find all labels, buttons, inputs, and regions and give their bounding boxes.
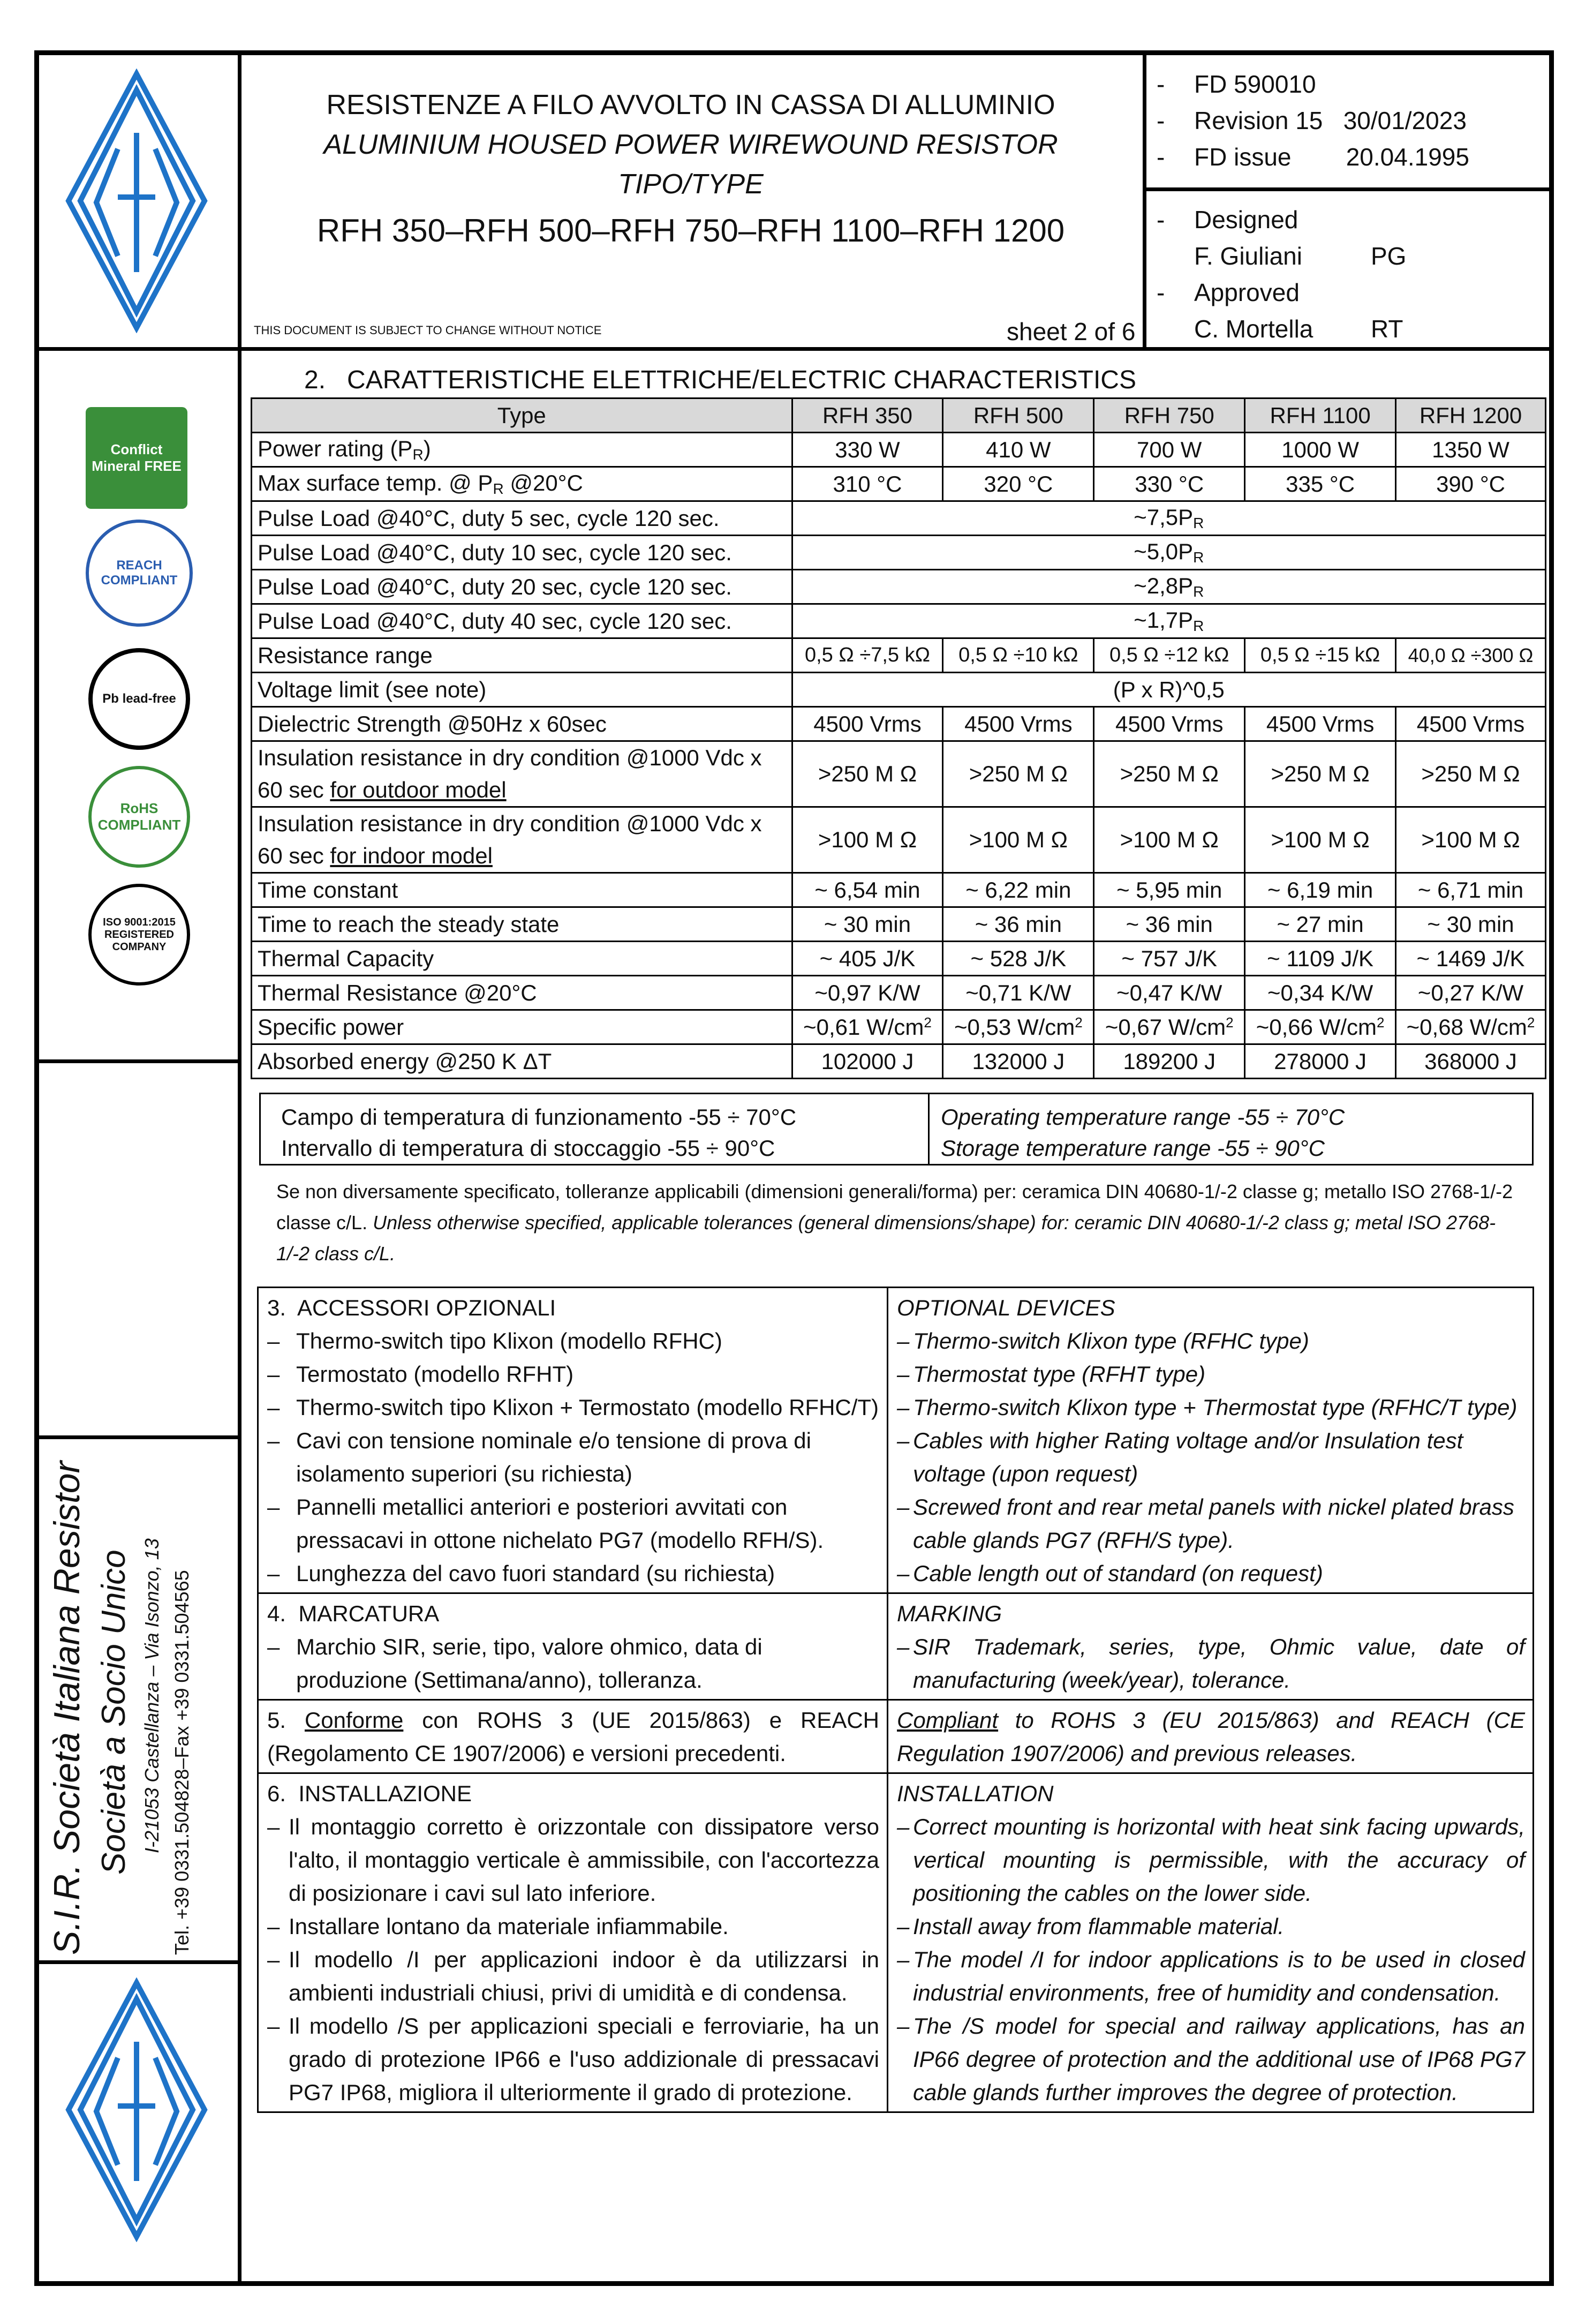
table-cell: >250 M Ω (1396, 741, 1546, 807)
row-label: Thermal Resistance @20°C (252, 976, 792, 1010)
table-row (252, 1044, 1546, 1079)
header-right-divider (1143, 50, 1146, 349)
table-cell: 102000 J (792, 1044, 943, 1079)
table-cell-merged: $\sim 1,7P_R$ (792, 604, 1545, 638)
table-cell: >250 M Ω (943, 741, 1094, 807)
row-label: Max surface temp. @ $P_R$ @20°C (252, 467, 792, 501)
marking-en-cell (888, 1593, 1534, 1700)
table-cell: ~ 36 min (1094, 907, 1245, 942)
table-cell: 330 W (792, 433, 943, 467)
table-cell: 0,5 Ω ÷10 kΩ (943, 638, 1094, 673)
table-cell: ~0,97 K/W (792, 976, 943, 1010)
row-label: Voltage limit (see note) (252, 673, 792, 707)
table-cell: ~ 528 J/K (943, 942, 1094, 976)
table-cell: ~0,61 $W/cm^2$ (792, 1010, 943, 1044)
table-row (258, 1593, 1534, 1700)
table-cell: ~0,66 $W/cm^2$ (1245, 1010, 1396, 1044)
column-header: Type (252, 398, 792, 433)
approved-initials: RT (1371, 315, 1403, 343)
row-label: Pulse Load @40°C, duty 10 sec, cycle 120 sec. (252, 536, 792, 570)
table-cell: ~ 1469 J/K (1396, 942, 1546, 976)
column-header: RFH 1100 (1245, 398, 1396, 433)
table-cell: 410 W (943, 433, 1094, 467)
table-cell: 320 °C (943, 467, 1094, 501)
compliant-en-cell: Compliant to ROHS 3 (EU 2015/863) and REACH (CE Regulation 1907/2006) and previous releases. (888, 1700, 1534, 1773)
table-cell: ~0,68 $W/cm^2$ (1396, 1010, 1546, 1044)
doc-info-row (1157, 106, 1469, 142)
table-cell: ~0,71 K/W (943, 976, 1094, 1010)
table-cell: ~ 1109 J/K (1245, 942, 1396, 976)
table-cell: 132000 J (943, 1044, 1094, 1079)
header-right-split (1143, 187, 1554, 191)
list-item: – Screwed front and rear metal panels with nickel plated brass cable glands PG7 (RFH/S type). (897, 1494, 1514, 1553)
company-phone: Tel. +39 0331.504828–Fax +39 0331.504565 (171, 1570, 193, 1955)
designed-label: Designed (1194, 206, 1298, 234)
table-cell: ~ 5,95 min (1094, 873, 1245, 907)
row-label: Resistance range (252, 638, 792, 673)
approved-label: Approved (1194, 279, 1300, 306)
list-item: – Thermo-switch Klixon type + Thermostat type (RFHC/T type) (897, 1395, 1517, 1420)
table-cell: 4500 Vrms (792, 707, 943, 741)
list-item: – Thermostat type (RFHT type) (897, 1362, 1206, 1387)
list-item: – Pannelli metallici anteriori e posteriori avvitati con pressacavi in ottone nichelato PG7 (modello RFH/S). (267, 1494, 824, 1553)
table-row (258, 1288, 1534, 1593)
operating-temp-en: Operating temperature range -55 ÷ 70°C (941, 1104, 1345, 1130)
list-item: – Cable length out of standard (on request) (897, 1561, 1323, 1586)
table-row (252, 907, 1546, 942)
table-cell: 330 °C (1094, 467, 1245, 501)
table-cell: >250 M Ω (1245, 741, 1396, 807)
table-row (252, 638, 1546, 673)
list-item: – Cables with higher Rating voltage and/or Insulation test voltage (upon request) (897, 1428, 1463, 1486)
table-cell: 1000 W (1245, 433, 1396, 467)
table-cell: 4500 Vrms (1396, 707, 1546, 741)
table-cell-merged: $\sim 5,0P_R$ (792, 536, 1545, 570)
row-label: Thermal Capacity (252, 942, 792, 976)
column-header: RFH 350 (792, 398, 943, 433)
table-cell: ~ 757 J/K (1094, 942, 1245, 976)
table-cell: 700 W (1094, 433, 1245, 467)
table-cell: ~ 30 min (1396, 907, 1546, 942)
rohs-badge (88, 766, 190, 868)
list-item: – The model /I for indoor applications is to be used in closed industrial environments, free of humidity and condensation. (897, 1947, 1525, 2005)
designed-initials: PG (1371, 242, 1407, 270)
approved-name: C. Mortella (1194, 315, 1313, 343)
list-item: – Il modello /S per applicazioni speciali e ferroviarie, ha un grado di protezione IP66 e l'uso addizionale di pressacavi PG7 IP68, migliora il ulteriormente il grado di protezione. (267, 2013, 879, 2105)
left-column-divider (238, 50, 241, 2286)
accessories-heading-it: 3. ACCESSORI OPZIONALI (267, 1295, 556, 1320)
marking-it-cell (258, 1593, 888, 1700)
list-item: – Thermo-switch tipo Klixon (modello RFHC) (267, 1328, 722, 1353)
accessories-table (257, 1287, 1534, 2113)
table-cell: ~ 27 min (1245, 907, 1396, 942)
section-heading-electric: 2. CARATTERISTICHE ELETTRICHE/ELECTRIC CHARACTERISTICS (304, 366, 1136, 394)
title-italian: RESISTENZE A FILO AVVOLTO IN CASSA DI ALLUMINIO (326, 89, 1055, 121)
tolerance-it: Se non diversamente specificato, tolleranze applicabili (dimensioni generali/forma) per: ceramica DIN 40680-1/-2 classe g; metallo ISO 2768-1/-2 classe c/L. (276, 1180, 1513, 1234)
lead-free-text: Pb lead-free (102, 691, 176, 706)
column-header: RFH 500 (943, 398, 1094, 433)
sir-logo-bottom (64, 1977, 209, 2242)
table-cell: ~ 405 J/K (792, 942, 943, 976)
dash: - (1157, 143, 1165, 171)
table-cell: ~ 6,54 min (792, 873, 943, 907)
list-item: – SIR Trademark, series, type, Ohmic value, date of manufacturing (week/year), tolerance. (897, 1634, 1525, 1693)
sidebar-split-3 (34, 1960, 240, 1964)
table-cell: >100 M Ω (792, 807, 943, 873)
installation-en-cell (888, 1773, 1534, 2112)
list-item: – Lunghezza del cavo fuori standard (su richiesta) (267, 1561, 775, 1586)
row-label: Dielectric Strength @50Hz x 60sec (252, 707, 792, 741)
table-cell: >100 M Ω (1396, 807, 1546, 873)
table-cell: >250 M Ω (1094, 741, 1245, 807)
change-notice: THIS DOCUMENT IS SUBJECT TO CHANGE WITHOUT NOTICE (254, 324, 602, 337)
table-row (252, 1010, 1546, 1044)
accessories-en-cell (888, 1288, 1534, 1593)
table-cell: 0,5 Ω ÷7,5 kΩ (792, 638, 943, 673)
table-cell: ~ 36 min (943, 907, 1094, 942)
table-cell: 368000 J (1396, 1044, 1546, 1079)
reach-badge (86, 520, 193, 627)
conflict-mineral-text: Conflict Mineral FREE (92, 441, 182, 474)
list-item: – Install away from flammable material. (897, 1914, 1285, 1939)
table-cell: 310 °C (792, 467, 943, 501)
tolerance-en: Unless otherwise specified, applicable tolerances (general dimensions/shape) for: ceramic DIN 40680-1/-2 class g; metal ISO 2768-1/-2 class c/L. (276, 1212, 1496, 1265)
table-cell: 0,5 Ω ÷12 kΩ (1094, 638, 1245, 673)
marking-heading-it: 4. MARCATURA (267, 1601, 440, 1626)
storage-temp-en: Storage temperature range -55 ÷ 90°C (941, 1135, 1325, 1161)
table-cell-merged: (P x R)^0,5 (792, 673, 1545, 707)
row-label: Absorbed energy @250 K ΔT (252, 1044, 792, 1079)
company-name: S.I.R. Società Italiana Resistor (47, 1461, 87, 1955)
company-address: I-21053 Castellanza – Via Isonzo, 13 (141, 1538, 163, 1853)
table-cell: ~ 6,22 min (943, 873, 1094, 907)
doc-revision: Revision 15 30/01/2023 (1194, 107, 1467, 134)
iso-badge (88, 884, 190, 986)
list-item: – Thermo-switch Klixon type (RFHC type) (897, 1328, 1309, 1353)
table-cell: ~0,47 K/W (1094, 976, 1245, 1010)
table-row (252, 673, 1546, 707)
table-cell: ~0,27 K/W (1396, 976, 1546, 1010)
table-cell: >250 M Ω (792, 741, 943, 807)
list-item: – Installare lontano da materiale infiammabile. (267, 1914, 729, 1939)
table-row (252, 873, 1546, 907)
designed-name: F. Giuliani (1194, 242, 1302, 270)
sir-logo-top (64, 69, 209, 333)
table-cell: >100 M Ω (1245, 807, 1396, 873)
table-cell: 4500 Vrms (1245, 707, 1396, 741)
table-cell: 1350 W (1396, 433, 1546, 467)
lead-free-badge (88, 648, 190, 750)
table-row (258, 1773, 1534, 2112)
sheet-number: sheet 2 of 6 (1007, 318, 1136, 345)
table-cell: 4500 Vrms (943, 707, 1094, 741)
storage-temp-it: Intervallo di temperatura di stoccaggio -55 ÷ 90°C (281, 1135, 775, 1161)
table-row (252, 536, 1546, 570)
header-bottom-line (34, 347, 1554, 351)
dash: - (1157, 279, 1165, 306)
table-cell: ~0,34 K/W (1245, 976, 1396, 1010)
table-cell: 4500 Vrms (1094, 707, 1245, 741)
table-cell-merged: $\sim 2,8P_R$ (792, 570, 1545, 604)
table-cell: 390 °C (1396, 467, 1546, 501)
table-cell: 0,5 Ω ÷15 kΩ (1245, 638, 1396, 673)
table-cell: 189200 J (1094, 1044, 1245, 1079)
list-item: – Il montaggio corretto è orizzontale con dissipatore verso l'alto, il montaggio verticale è ammissibile, con l'accortezza di posizionare i cavi sul lato inferiore. (267, 1814, 879, 1906)
row-label: Power rating $(P_R)$ (252, 433, 792, 467)
table-row (252, 467, 1546, 501)
doc-info (1157, 70, 1469, 179)
title-english: ALUMINIUM HOUSED POWER WIREWOUND RESISTOR (323, 129, 1058, 160)
row-label: Insulation resistance in dry condition @1000 Vdc x 60 sec for indoor model (252, 807, 792, 873)
row-label: Pulse Load @40°C, duty 5 sec, cycle 120 sec. (252, 501, 792, 536)
installation-it-cell (258, 1773, 888, 2112)
list-item: – Termostato (modello RFHT) (267, 1362, 574, 1387)
table-cell: 278000 J (1245, 1044, 1396, 1079)
dash: - (1157, 70, 1165, 98)
table-row (252, 741, 1546, 807)
row-label: Specific power (252, 1010, 792, 1044)
conflict-mineral-badge (86, 407, 187, 509)
dash: - (1157, 206, 1165, 234)
reach-text: REACH COMPLIANT (101, 558, 178, 588)
row-label: Time to reach the steady state (252, 907, 792, 942)
dash: - (1157, 107, 1165, 134)
sidebar-split-1 (34, 1059, 240, 1063)
list-item: – Thermo-switch tipo Klixon + Termostato (modello RFHC/T) (267, 1395, 879, 1420)
table-row (252, 604, 1546, 638)
title-models: RFH 350–RFH 500–RFH 750–RFH 1100–RFH 1200 (316, 213, 1065, 249)
operating-temp-it: Campo di temperatura di funzionamento -55 ÷ 70°C (281, 1104, 797, 1130)
title-type: TIPO/TYPE (618, 169, 764, 200)
table-row (252, 570, 1546, 604)
table-row (258, 1700, 1534, 1773)
table-row (252, 501, 1546, 536)
table-cell: 40,0 Ω ÷300 Ω (1396, 638, 1546, 673)
table-row (252, 976, 1546, 1010)
row-label: Insulation resistance in dry condition @1000 Vdc x 60 sec for outdoor model (252, 741, 792, 807)
compliant-it-cell: 5. Conforme con ROHS 3 (UE 2015/863) e REACH (Regolamento CE 1907/2006) e versioni precedenti. (258, 1700, 888, 1773)
table-cell: ~ 6,71 min (1396, 873, 1546, 907)
side-company-text (43, 1461, 236, 1955)
column-header: RFH 750 (1094, 398, 1245, 433)
list-item: – Cavi con tensione nominale e/o tensione di prova di isolamento superiori (su richiesta) (267, 1428, 811, 1486)
row-label: Pulse Load @40°C, duty 20 sec, cycle 120 sec. (252, 570, 792, 604)
accessories-heading-en: OPTIONAL DEVICES (897, 1295, 1115, 1320)
table-cell: ~ 30 min (792, 907, 943, 942)
table-cell: ~ 6,19 min (1245, 873, 1396, 907)
company-type: Società a Socio Unico (95, 1550, 132, 1875)
approval-block (1157, 201, 1406, 347)
table-cell: 335 °C (1245, 467, 1396, 501)
row-label: Pulse Load @40°C, duty 40 sec, cycle 120 sec. (252, 604, 792, 638)
electric-characteristics-table (251, 397, 1546, 1079)
table-cell: >100 M Ω (943, 807, 1094, 873)
installation-heading-it: 6. INSTALLAZIONE (267, 1781, 472, 1806)
list-item: – Correct mounting is horizontal with heat sink facing upwards, vertical mounting is permissible, with the accuracy of positioning the cables on the lower side. (897, 1814, 1525, 1906)
table-header-row (252, 398, 1546, 433)
doc-number: FD 590010 (1194, 70, 1316, 98)
table-row (252, 433, 1546, 467)
installation-heading-en: INSTALLATION (897, 1781, 1054, 1806)
table-row (252, 707, 1546, 741)
tolerance-note (276, 1176, 1524, 1269)
table-row (252, 942, 1546, 976)
iso-text: ISO 9001:2015 REGISTERED COMPANY (103, 916, 176, 953)
doc-info-row (1157, 70, 1469, 106)
row-label: Time constant (252, 873, 792, 907)
table-cell: ~0,67 $W/cm^2$ (1094, 1010, 1245, 1044)
list-item: – The /S model for special and railway applications, has an IP66 degree of protection and the additional use of IP68 PG7 cable glands further improves the degree of protection. (897, 2013, 1525, 2105)
doc-info-row (1157, 142, 1469, 179)
rohs-text: RoHS COMPLIANT (97, 800, 181, 833)
table-row (252, 807, 1546, 873)
list-item: – Marchio SIR, serie, tipo, valore ohmico, data di produzione (Settimana/anno), tolleranza. (267, 1634, 762, 1693)
sidebar-split-2 (34, 1435, 240, 1439)
accessories-it-cell (258, 1288, 888, 1593)
marking-heading-en: MARKING (897, 1601, 1002, 1626)
table-cell: >100 M Ω (1094, 807, 1245, 873)
temperature-range-box (259, 1093, 1534, 1165)
table-cell: ~0,53 $W/cm^2$ (943, 1010, 1094, 1044)
list-item: – Il modello /I per applicazioni indoor è da utilizzarsi in ambienti industriali chiusi, privi di umidità e di condensa. (267, 1947, 879, 2005)
doc-issue: FD issue 20.04.1995 (1194, 143, 1469, 171)
table-cell-merged: $\sim 7,5P_R$ (792, 501, 1545, 536)
column-header: RFH 1200 (1396, 398, 1546, 433)
